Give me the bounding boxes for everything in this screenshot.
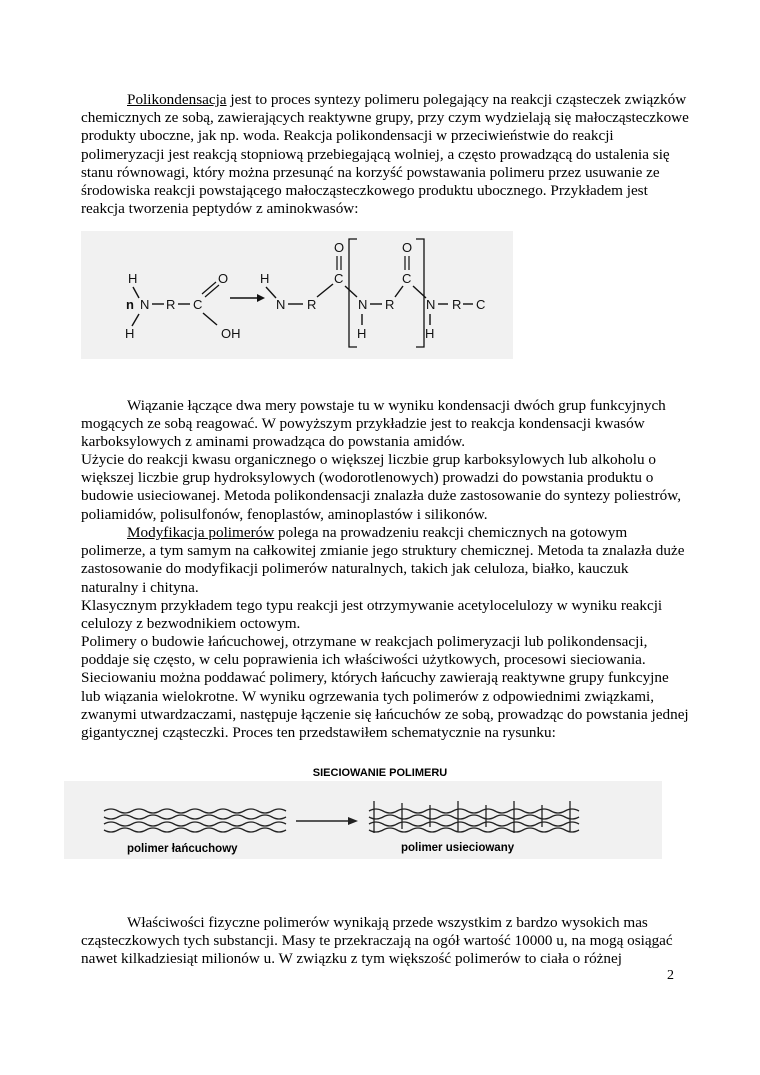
atom-c: C (334, 271, 344, 286)
atom-h-bottom: H (425, 326, 435, 341)
atom-o: O (218, 271, 229, 286)
paragraph-acetylcellulose: Klasycznym przykładem tego typu reakcji jest otrzymywanie acetylocelulozy w wyniku reakcji celulozy z bezwodnikiem octowym. (81, 597, 663, 633)
peptide-reaction-figure (81, 231, 513, 359)
atom-h-bottom: H (125, 326, 135, 341)
paragraph-text: polega na prowadzeniu reakcji chemicznych na gotowym polimerze, a tym samym na całkowitej zmianie jego struktury chemicznej. Metoda ta znalazła duże zastosowanie do modyfikacji polimerów naturalnych, takich jak celuloza, białko, kauczuk naturalny i chityna. (81, 524, 685, 596)
page-number: 2 (667, 968, 674, 983)
atom-c: C (476, 297, 486, 312)
figure-title: SIECIOWANIE POLIMERU (312, 767, 448, 779)
paragraph-bond-formation: Wiązanie łączące dwa mery powstaje tu w wyniku kondensacji dwóch grup funkcyjnych mogących ze sobą reagować. W powyższym przykładzie jest to reakcja kondensacji kwasów karboksylowych z aminami prowadząca do powstania amidów. (81, 397, 666, 451)
atom-c: C (193, 297, 203, 312)
linear-polymer-chains (104, 809, 286, 832)
crosslinked-polymer-chains (369, 801, 579, 833)
term-modyfikacja-polimerow: Modyfikacja polimerów (127, 524, 275, 541)
label-linear-polymer: polimer łańcuchowy (127, 843, 238, 855)
atom-n: N (426, 297, 436, 312)
crosslinking-diagram (64, 781, 662, 859)
paragraph-physical-properties: Właściwości fizyczne polimerów wynikają przede wszystkim z bardzo wysokich mas cząsteczkowych tych substancji. Masy te przekraczają na ogół wartość 10000 u, na mogą osiągać nawet kilkadziesiąt milionów u. W związku z tym większość polimerów to ciała o różnej (81, 914, 673, 968)
paragraph-text: jest to proces syntezy polimeru polegający na reakcji cząsteczek związków chemicznych ze sobą, zawierających reaktywne grupy, przy czym wydzielają się małocząsteczkowe produkty uboczne, jak np. woda. Reakcja polikondensacji w przeciwieństwie do reakcji polimeryzacji jest reakcją stopniową przebiegającą wolniej, a często prowadzącą do ustalenia się stanu równowagi, który można przesunąć na korzyść powstawania polimeru przez usuwanie ze środowiska reakcji powstającego małocząsteczkowego produktu ubocznego. Przykładem jest reakcja tworzenia peptydów z aminokwasów: (81, 91, 689, 218)
paragraph-crosslinking: Polimery o budowie łańcuchowej, otrzymane w reakcjach polimeryzacji lub polikondensacji, poddaje się często, w celu poprawienia ich właściwości użytkowych, procesowi sieciowania. Sieciowaniu można poddawać polimery, których łańcuchy zawierają reaktywne grupy funkcyjne lub wiązania wielokrotne. W wyniku ogrzewania tych polimerów z odpowiednimi związkami, zwanymi utwardzaczami, następuje łączenie się łańcuchów ze sobą, prowadząc do powstania jednej gigantycznej cząsteczki. Proces ten przedstawiłem schematycznie na rysunku: (81, 633, 689, 742)
label-crosslinked-polymer: polimer usieciowany (401, 842, 515, 854)
paragraph-polymer-modification (81, 524, 689, 597)
paragraph-crosslinked-product: Użycie do reakcji kwasu organicznego o większej liczbie grup karboksylowych lub alkoholu o większej liczbie grup hydroksylowych (wodorotlenowych) prowadzi do powstania produktu o budowie usieciowanej. Metoda polikondensacji znalazła duże zastosowanie do syntezy poliestrów, poliamidów, polisulfonów, fenoplastów, aminoplastów i silikonów. (81, 451, 682, 523)
atom-n: N (140, 297, 150, 312)
atom-oh: OH (221, 326, 241, 341)
process-arrow-icon (348, 817, 358, 825)
atom-o: O (402, 240, 413, 255)
atom-n: N (358, 297, 368, 312)
atom-r: R (307, 297, 317, 312)
atom-h-top: H (260, 271, 270, 286)
atom-o: O (334, 240, 345, 255)
atom-r: R (385, 297, 395, 312)
peptide-reaction-diagram (81, 231, 513, 359)
reaction-arrow-icon (257, 294, 265, 302)
atom-n-coefficient: n (126, 297, 134, 312)
atom-r: R (166, 297, 176, 312)
crosslinking-figure (64, 781, 662, 859)
paragraph-polycondensation (81, 91, 689, 218)
atom-n: N (276, 297, 286, 312)
term-polikondensacja: Polikondensacja (127, 91, 227, 108)
atom-c: C (402, 271, 412, 286)
atom-h-bottom: H (357, 326, 367, 341)
atom-h-top: H (128, 271, 138, 286)
atom-r: R (452, 297, 462, 312)
